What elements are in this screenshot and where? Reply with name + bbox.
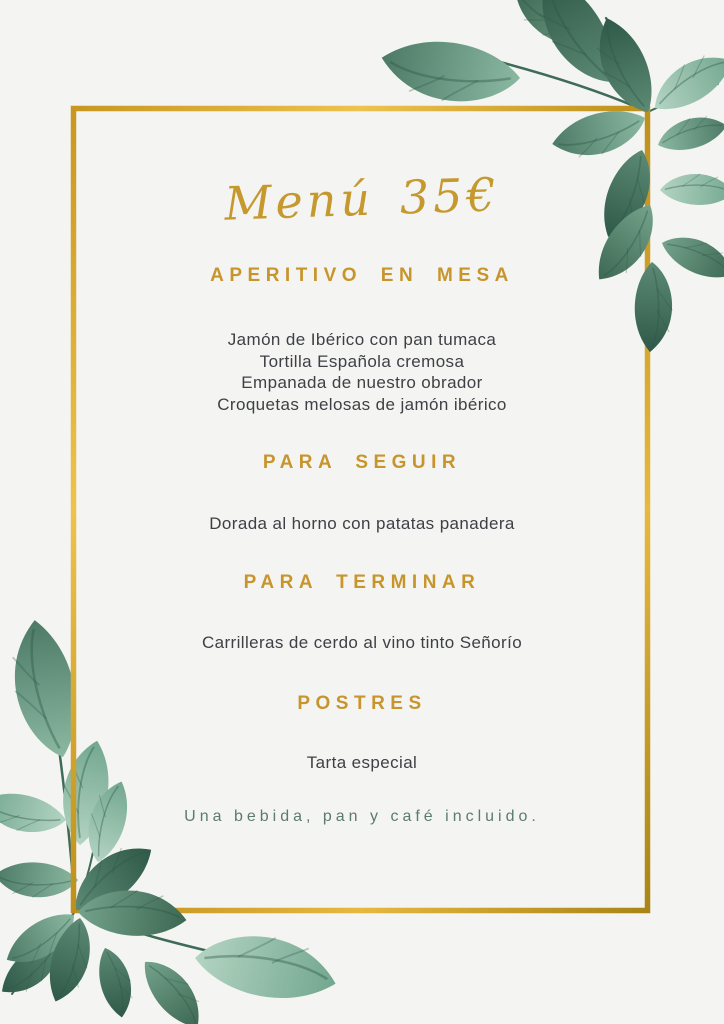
menu-title-text: Menú bbox=[223, 171, 375, 231]
footer-note: Una bebida, pan y café incluido. bbox=[184, 808, 540, 825]
section-heading-para-terminar: PARA TERMINAR bbox=[243, 572, 481, 593]
menu-item: Empanada de nuestro obrador bbox=[241, 373, 483, 392]
menu-item: Tortilla Española cremosa bbox=[259, 351, 465, 371]
menu-item: Carrilleras de cerdo al vino tinto Señorío bbox=[201, 633, 523, 652]
section-heading-postres: POSTRES bbox=[297, 693, 427, 714]
menu-item: Dorada al horno con patatas panadera bbox=[209, 514, 515, 533]
menu-title bbox=[0, 159, 724, 238]
section-heading-aperitivo: APERITIVO EN MESA bbox=[210, 265, 514, 286]
menu-item: Jamón de Ibérico con pan tumaca bbox=[227, 330, 497, 349]
section-items-aperitivo bbox=[0, 329, 724, 415]
menu-price: 35€ bbox=[398, 167, 501, 225]
section-heading-para-seguir: PARA SEGUIR bbox=[262, 452, 462, 473]
menu-item: Tarta especial bbox=[306, 753, 418, 772]
menu-item: Croquetas melosas de jamón ibérico bbox=[217, 394, 507, 414]
